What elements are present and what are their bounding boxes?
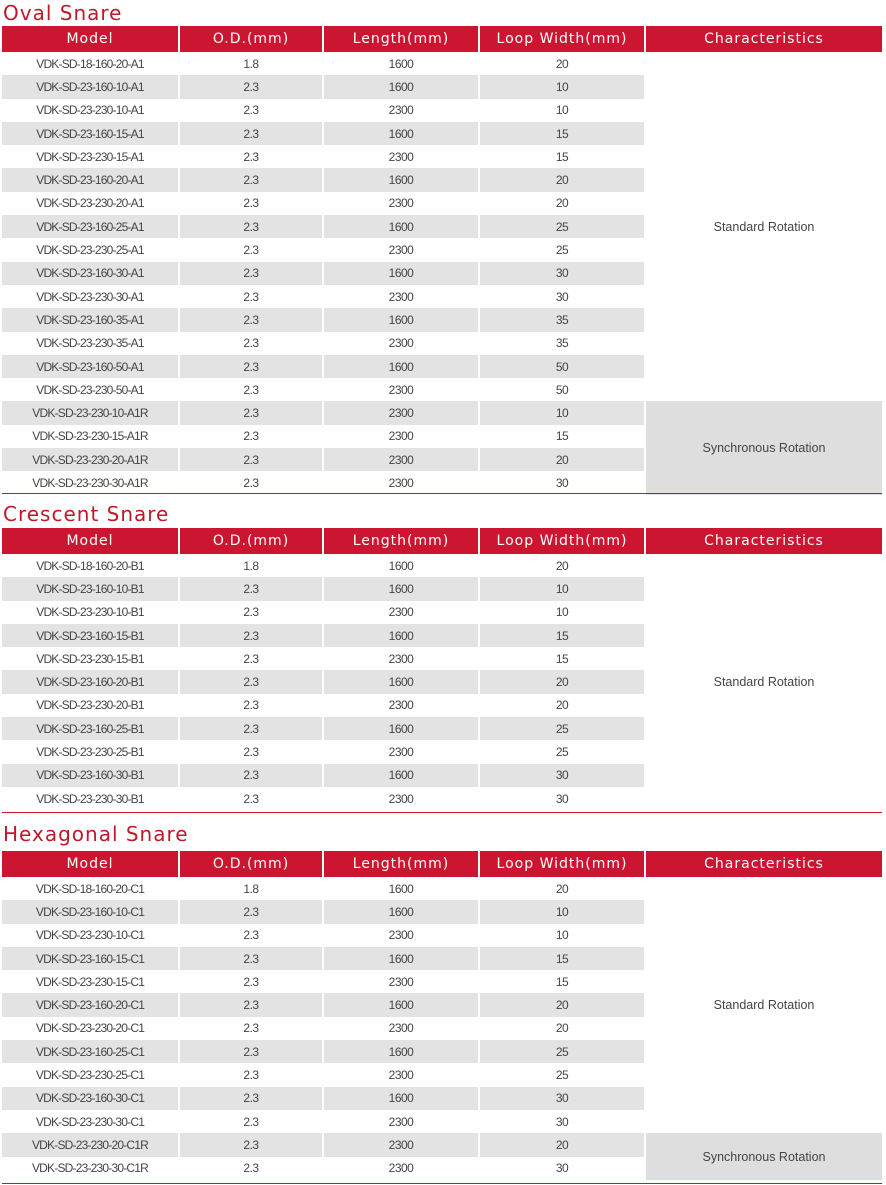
cell-od: 2.3	[180, 238, 324, 261]
header-length: Length(mm)	[324, 851, 480, 877]
cell-loop-width: 35	[480, 332, 646, 355]
cell-length: 1600	[324, 877, 480, 900]
cell-length: 1600	[324, 993, 480, 1016]
cell-length: 2300	[324, 145, 480, 168]
cell-od: 2.3	[180, 192, 324, 215]
cell-loop-width: 30	[480, 262, 646, 285]
cell-od: 2.3	[180, 670, 324, 693]
cell-model: VDK-SD-23-160-15-C1	[2, 947, 180, 970]
cell-od: 2.3	[180, 378, 324, 401]
cell-length: 2300	[324, 924, 480, 947]
cell-length: 2300	[324, 425, 480, 448]
cell-od: 2.3	[180, 624, 324, 647]
cell-characteristic: Standard Rotation	[646, 877, 882, 1133]
cell-od: 2.3	[180, 262, 324, 285]
cell-length: 1600	[324, 52, 480, 75]
header-loop-width: Loop Width(mm)	[480, 26, 646, 52]
cell-model: VDK-SD-23-160-20-B1	[2, 670, 180, 693]
cell-length: 2300	[324, 192, 480, 215]
cell-loop-width: 25	[480, 215, 646, 238]
cell-model: VDK-SD-23-230-25-A1	[2, 238, 180, 261]
cell-loop-width: 15	[480, 970, 646, 993]
cell-od: 2.3	[180, 577, 324, 600]
cell-characteristic: Synchronous Rotation	[646, 1133, 882, 1180]
cell-od: 2.3	[180, 924, 324, 947]
hexagonal-table-bottom-line	[2, 1183, 882, 1184]
cell-model: VDK-SD-23-160-50-A1	[2, 355, 180, 378]
cell-od: 2.3	[180, 401, 324, 424]
cell-length: 1600	[324, 1087, 480, 1110]
cell-model: VDK-SD-23-160-20-A1	[2, 168, 180, 191]
cell-od: 2.3	[180, 970, 324, 993]
cell-model: VDK-SD-23-230-20-C1R	[2, 1133, 180, 1156]
cell-od: 2.3	[180, 285, 324, 308]
cell-length: 1600	[324, 577, 480, 600]
cell-length: 1600	[324, 670, 480, 693]
cell-od: 2.3	[180, 1063, 324, 1086]
crescent-snare-table	[2, 528, 882, 810]
cell-loop-width: 20	[480, 554, 646, 577]
cell-model: VDK-SD-23-230-30-C1	[2, 1110, 180, 1133]
cell-model: VDK-SD-23-160-30-C1	[2, 1087, 180, 1110]
header-model: Model	[2, 26, 180, 52]
oval-table-bottom-line	[2, 493, 882, 494]
cell-od: 2.3	[180, 1157, 324, 1180]
table-row	[2, 401, 882, 424]
cell-model: VDK-SD-23-230-20-A1R	[2, 448, 180, 471]
table-row	[2, 52, 882, 75]
cell-loop-width: 10	[480, 900, 646, 923]
cell-model: VDK-SD-23-230-10-B1	[2, 601, 180, 624]
table-row	[2, 877, 882, 900]
cell-loop-width: 30	[480, 471, 646, 494]
header-od: O.D.(mm)	[180, 26, 324, 52]
cell-od: 1.8	[180, 877, 324, 900]
cell-loop-width: 20	[480, 192, 646, 215]
cell-od: 2.3	[180, 168, 324, 191]
cell-length: 2300	[324, 787, 480, 810]
cell-loop-width: 10	[480, 401, 646, 424]
header-characteristics: Characteristics	[646, 851, 882, 877]
cell-model: VDK-SD-23-160-25-A1	[2, 215, 180, 238]
cell-length: 1600	[324, 215, 480, 238]
cell-loop-width: 25	[480, 1063, 646, 1086]
cell-loop-width: 15	[480, 624, 646, 647]
cell-model: VDK-SD-23-230-15-A1R	[2, 425, 180, 448]
cell-characteristic: Synchronous Rotation	[646, 401, 882, 494]
cell-model: VDK-SD-23-230-35-A1	[2, 332, 180, 355]
header-od: O.D.(mm)	[180, 851, 324, 877]
cell-model: VDK-SD-23-230-30-A1R	[2, 471, 180, 494]
cell-model: VDK-SD-23-160-15-B1	[2, 624, 180, 647]
cell-length: 2300	[324, 238, 480, 261]
cell-loop-width: 10	[480, 601, 646, 624]
cell-od: 2.3	[180, 740, 324, 763]
cell-length: 1600	[324, 1040, 480, 1063]
cell-length: 2300	[324, 1133, 480, 1156]
cell-od: 2.3	[180, 947, 324, 970]
cell-length: 1600	[324, 947, 480, 970]
cell-model: VDK-SD-23-160-30-A1	[2, 262, 180, 285]
cell-od: 2.3	[180, 308, 324, 331]
cell-model: VDK-SD-23-160-10-B1	[2, 577, 180, 600]
cell-loop-width: 20	[480, 877, 646, 900]
table-row	[2, 554, 882, 577]
cell-loop-width: 20	[480, 448, 646, 471]
cell-od: 2.3	[180, 1040, 324, 1063]
cell-loop-width: 20	[480, 52, 646, 75]
table-header-row	[2, 528, 882, 554]
cell-od: 2.3	[180, 1087, 324, 1110]
cell-length: 2300	[324, 1017, 480, 1040]
cell-model: VDK-SD-23-160-25-C1	[2, 1040, 180, 1063]
cell-length: 2300	[324, 1063, 480, 1086]
cell-loop-width: 20	[480, 993, 646, 1016]
cell-model: VDK-SD-23-230-30-C1R	[2, 1157, 180, 1180]
oval-snare-title: Oval Snare	[3, 1, 123, 25]
cell-od: 1.8	[180, 52, 324, 75]
cell-od: 2.3	[180, 694, 324, 717]
cell-length: 1600	[324, 308, 480, 331]
cell-length: 2300	[324, 378, 480, 401]
header-model: Model	[2, 528, 180, 554]
cell-od: 2.3	[180, 122, 324, 145]
cell-loop-width: 20	[480, 670, 646, 693]
cell-loop-width: 25	[480, 717, 646, 740]
cell-model: VDK-SD-23-230-20-A1	[2, 192, 180, 215]
cell-model: VDK-SD-23-160-10-C1	[2, 900, 180, 923]
cell-model: VDK-SD-23-230-15-B1	[2, 647, 180, 670]
cell-od: 2.3	[180, 1017, 324, 1040]
cell-od: 2.3	[180, 145, 324, 168]
cell-length: 1600	[324, 624, 480, 647]
cell-loop-width: 50	[480, 355, 646, 378]
cell-model: VDK-SD-23-230-30-B1	[2, 787, 180, 810]
hexagonal-snare-table	[2, 851, 882, 1180]
cell-length: 1600	[324, 717, 480, 740]
cell-length: 2300	[324, 647, 480, 670]
cell-loop-width: 20	[480, 1133, 646, 1156]
cell-length: 2300	[324, 601, 480, 624]
cell-length: 1600	[324, 764, 480, 787]
cell-od: 2.3	[180, 355, 324, 378]
cell-od: 2.3	[180, 99, 324, 122]
cell-loop-width: 20	[480, 168, 646, 191]
header-length: Length(mm)	[324, 528, 480, 554]
cell-model: VDK-SD-23-230-20-B1	[2, 694, 180, 717]
cell-loop-width: 25	[480, 740, 646, 763]
cell-loop-width: 10	[480, 99, 646, 122]
cell-length: 2300	[324, 285, 480, 308]
cell-length: 1600	[324, 75, 480, 98]
cell-od: 2.3	[180, 717, 324, 740]
cell-loop-width: 30	[480, 787, 646, 810]
cell-loop-width: 10	[480, 577, 646, 600]
cell-length: 2300	[324, 99, 480, 122]
cell-length: 2300	[324, 970, 480, 993]
table-header-row	[2, 851, 882, 877]
cell-od: 2.3	[180, 75, 324, 98]
cell-loop-width: 15	[480, 647, 646, 670]
cell-od: 2.3	[180, 471, 324, 494]
cell-model: VDK-SD-23-230-10-A1R	[2, 401, 180, 424]
table-header-row	[2, 26, 882, 52]
cell-model: VDK-SD-23-230-20-C1	[2, 1017, 180, 1040]
cell-loop-width: 10	[480, 924, 646, 947]
cell-loop-width: 25	[480, 1040, 646, 1063]
cell-od: 2.3	[180, 601, 324, 624]
hexagonal-snare-title: Hexagonal Snare	[3, 822, 189, 846]
cell-model: VDK-SD-18-160-20-B1	[2, 554, 180, 577]
cell-length: 1600	[324, 554, 480, 577]
header-length: Length(mm)	[324, 26, 480, 52]
cell-model: VDK-SD-23-160-25-B1	[2, 717, 180, 740]
cell-loop-width: 35	[480, 308, 646, 331]
cell-length: 1600	[324, 900, 480, 923]
cell-od: 2.3	[180, 647, 324, 670]
cell-loop-width: 30	[480, 764, 646, 787]
cell-loop-width: 15	[480, 425, 646, 448]
cell-model: VDK-SD-23-230-25-C1	[2, 1063, 180, 1086]
cell-length: 2300	[324, 448, 480, 471]
cell-od: 2.3	[180, 448, 324, 471]
cell-model: VDK-SD-23-230-15-A1	[2, 145, 180, 168]
cell-loop-width: 50	[480, 378, 646, 401]
cell-length: 1600	[324, 355, 480, 378]
cell-length: 2300	[324, 1110, 480, 1133]
cell-length: 2300	[324, 740, 480, 763]
cell-model: VDK-SD-23-160-10-A1	[2, 75, 180, 98]
cell-characteristic: Standard Rotation	[646, 554, 882, 810]
cell-od: 2.3	[180, 425, 324, 448]
header-model: Model	[2, 851, 180, 877]
cell-length: 1600	[324, 262, 480, 285]
crescent-snare-title: Crescent Snare	[3, 502, 170, 526]
cell-loop-width: 15	[480, 947, 646, 970]
cell-model: VDK-SD-23-230-15-C1	[2, 970, 180, 993]
cell-loop-width: 20	[480, 1017, 646, 1040]
cell-model: VDK-SD-23-160-15-A1	[2, 122, 180, 145]
cell-loop-width: 15	[480, 122, 646, 145]
cell-loop-width: 15	[480, 145, 646, 168]
cell-model: VDK-SD-23-160-20-C1	[2, 993, 180, 1016]
cell-model: VDK-SD-23-230-10-C1	[2, 924, 180, 947]
header-loop-width: Loop Width(mm)	[480, 851, 646, 877]
cell-model: VDK-SD-23-230-50-A1	[2, 378, 180, 401]
cell-od: 2.3	[180, 215, 324, 238]
cell-od: 2.3	[180, 764, 324, 787]
cell-characteristic: Standard Rotation	[646, 52, 882, 401]
cell-od: 2.3	[180, 1133, 324, 1156]
header-characteristics: Characteristics	[646, 26, 882, 52]
cell-od: 1.8	[180, 554, 324, 577]
cell-loop-width: 20	[480, 694, 646, 717]
cell-model: VDK-SD-23-230-10-A1	[2, 99, 180, 122]
cell-length: 1600	[324, 168, 480, 191]
cell-model: VDK-SD-23-230-30-A1	[2, 285, 180, 308]
cell-length: 2300	[324, 332, 480, 355]
header-characteristics: Characteristics	[646, 528, 882, 554]
cell-od: 2.3	[180, 787, 324, 810]
cell-length: 1600	[324, 122, 480, 145]
cell-loop-width: 10	[480, 75, 646, 98]
cell-model: VDK-SD-23-160-30-B1	[2, 764, 180, 787]
cell-od: 2.3	[180, 1110, 324, 1133]
cell-model: VDK-SD-18-160-20-A1	[2, 52, 180, 75]
cell-od: 2.3	[180, 900, 324, 923]
cell-model: VDK-SD-23-230-25-B1	[2, 740, 180, 763]
cell-od: 2.3	[180, 993, 324, 1016]
header-loop-width: Loop Width(mm)	[480, 528, 646, 554]
cell-loop-width: 30	[480, 1087, 646, 1110]
cell-od: 2.3	[180, 332, 324, 355]
cell-length: 2300	[324, 1157, 480, 1180]
cell-loop-width: 30	[480, 1157, 646, 1180]
cell-length: 2300	[324, 401, 480, 424]
table-row	[2, 1133, 882, 1156]
cell-length: 2300	[324, 471, 480, 494]
cell-loop-width: 30	[480, 1110, 646, 1133]
cell-model: VDK-SD-18-160-20-C1	[2, 877, 180, 900]
crescent-table-bottom-line	[2, 812, 882, 813]
cell-model: VDK-SD-23-160-35-A1	[2, 308, 180, 331]
cell-loop-width: 25	[480, 238, 646, 261]
header-od: O.D.(mm)	[180, 528, 324, 554]
cell-length: 2300	[324, 694, 480, 717]
oval-snare-table	[2, 26, 882, 495]
cell-loop-width: 30	[480, 285, 646, 308]
